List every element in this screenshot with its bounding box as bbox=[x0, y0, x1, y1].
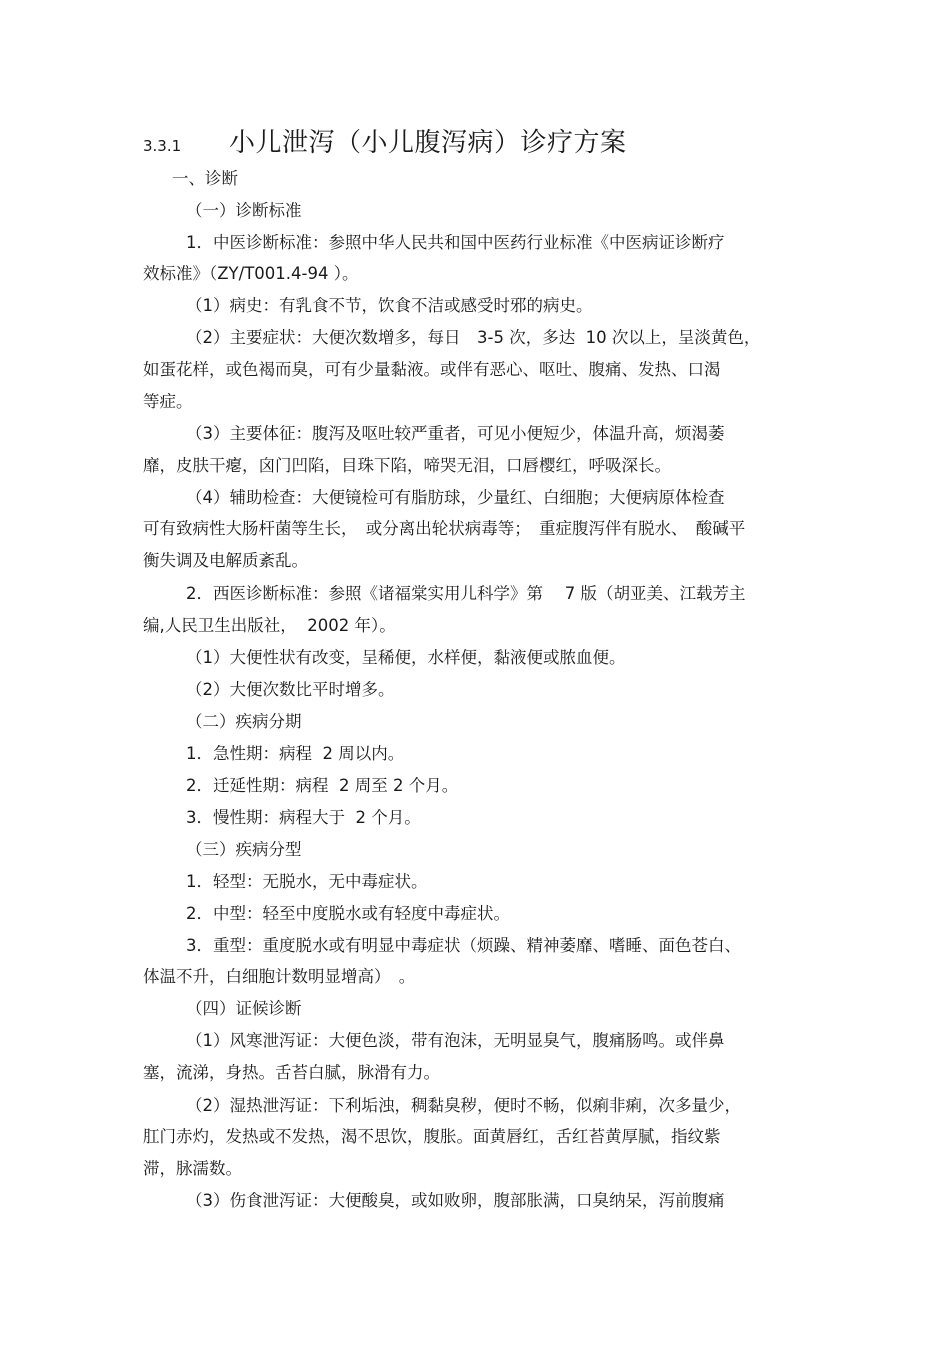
paragraph-line: （1）大便性状有改变，呈稀便，水样便，黏液便或脓血便。 bbox=[186, 648, 626, 667]
paragraph-line: （3）伤食泄泻证：大便酸臭，或如败卵，腹部胀满，口臭纳呆，泻前腹痛 bbox=[186, 1191, 725, 1210]
subheading-staging: （二）疾病分期 bbox=[186, 712, 302, 731]
paragraph-line: （3）主要体征：腹泻及呕吐较严重者，可见小便短少，体温升高，烦渴萎 bbox=[186, 424, 725, 443]
subheading-typing: （三）疾病分型 bbox=[186, 840, 302, 859]
subheading-criteria: （一）诊断标准 bbox=[186, 201, 302, 220]
paragraph-line: 编,人民卫生出版社， 2002 年）。 bbox=[143, 616, 396, 635]
paragraph-line: 1．中医诊断标准：参照中华人民共和国中医药行业标准《中医病证诊断疗 bbox=[186, 233, 725, 252]
paragraph-line: 滞，脉濡数。 bbox=[143, 1159, 242, 1178]
paragraph-line: 3．重型：重度脱水或有明显中毒症状（烦躁、精神萎靡、嗜睡、面色苍白、 bbox=[186, 936, 741, 955]
section-title: 小儿泄泻（小儿腹泻病）诊疗方案 bbox=[229, 128, 627, 158]
paragraph-line: 可有致病性大肠杆菌等生长， 或分离出轮状病毒等； 重症腹泻伴有脱水、 酸碱平 bbox=[143, 519, 746, 538]
heading-diagnosis: 一、诊断 bbox=[172, 169, 238, 188]
subheading-syndrome: （四）证候诊断 bbox=[186, 999, 302, 1018]
paragraph-line: （2）大便次数比平时增多。 bbox=[186, 680, 395, 699]
section-number: 3.3.1 bbox=[143, 137, 182, 155]
paragraph-line: （4）辅助检查：大便镜检可有脂肪球，少量红、白细胞；大便病原体检查 bbox=[186, 488, 725, 507]
paragraph-line: 体温不升，白细胞计数明显增高） 。 bbox=[143, 967, 416, 986]
section-heading bbox=[143, 122, 627, 159]
paragraph-line: （1）病史：有乳食不节，饮食不洁或感受时邪的病史。 bbox=[186, 296, 593, 315]
paragraph-line: 2．中型：轻至中度脱水或有轻度中毒症状。 bbox=[186, 904, 510, 923]
paragraph-line: 效标准》（ZY/T001.4-94 ）。 bbox=[143, 264, 359, 283]
paragraph-line: 肛门赤灼，发热或不发热，渴不思饮，腹胀。面黄唇红，舌红苔黄厚腻，指纹紫 bbox=[143, 1127, 721, 1146]
paragraph-line: 1．轻型：无脱水，无中毒症状。 bbox=[186, 872, 428, 891]
paragraph-line: （2）主要症状：大便次数增多，每日 3-5 次，多达 10 次以上，呈淡黄色， bbox=[186, 328, 761, 347]
paragraph-line: 等症。 bbox=[143, 392, 193, 411]
paragraph-line: 2．西医诊断标准：参照《诸福棠实用儿科学》第 7 版（胡亚美、江载芳主 bbox=[186, 584, 746, 603]
paragraph-line: 1．急性期：病程 2 周以内。 bbox=[186, 744, 405, 763]
paragraph-line: 靡，皮肤干瘪，囟门凹陷，目珠下陷，啼哭无泪，口唇樱红，呼吸深长。 bbox=[143, 456, 671, 475]
paragraph-line: （1）风寒泄泻证：大便色淡，带有泡沫，无明显臭气，腹痛肠鸣。或伴鼻 bbox=[186, 1031, 725, 1050]
paragraph-line: 2．迁延性期：病程 2 周至 2 个月。 bbox=[186, 776, 459, 795]
paragraph-line: 3．慢性期：病程大于 2 个月。 bbox=[186, 808, 421, 827]
paragraph-line: 塞，流涕，身热。舌苔白腻，脉滑有力。 bbox=[143, 1063, 440, 1082]
paragraph-line: 衡失调及电解质紊乱。 bbox=[143, 551, 308, 570]
paragraph-line: （2）湿热泄泻证：下利垢浊，稠黏臭秽，便时不畅，似痢非痢，次多量少， bbox=[186, 1096, 741, 1115]
paragraph-line: 如蛋花样，或色褐而臭，可有少量黏液。或伴有恶心、呕吐、腹痛、发热、口渴 bbox=[143, 360, 721, 379]
